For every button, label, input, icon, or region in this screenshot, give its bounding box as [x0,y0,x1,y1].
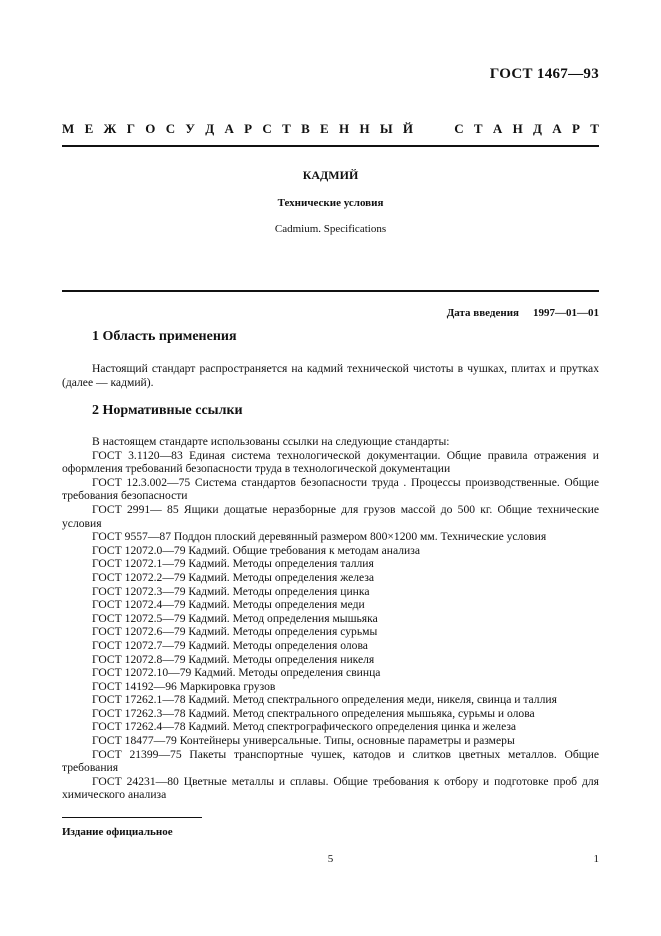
reference-item: ГОСТ 3.1120—83 Единая система технологической документации. Общие правила отражения и оформления требований безопасности труда в технологической документации [62,448,599,476]
banner-letter: С [454,121,464,136]
reference-item: ГОСТ 12072.1—79 Кадмий. Методы определения таллия [92,557,374,571]
reference-item: ГОСТ 12072.4—79 Кадмий. Методы определения меди [92,598,365,612]
reference-item: ГОСТ 18477—79 Контейнеры универсальные. Типы, основные параметры и размеры [92,734,515,748]
edition-label: Издание официальное [62,826,173,838]
section-1-heading: 1 Область применения [92,329,237,344]
banner-letter: Й [402,121,414,136]
middle-rule [62,290,599,292]
banner-letter: Р [571,121,580,136]
reference-item: ГОСТ 2991— 85 Ящики дощатые неразборные для грузов массой до 500 кг. Общие технические условия [62,502,599,530]
page-number-right: 1 [593,853,599,865]
banner-letter: Ы [379,121,393,136]
banner-letter: Ж [103,121,117,136]
banner-letter: В [301,121,310,136]
reference-item: ГОСТ 12072.8—79 Кадмий. Методы определения никеля [92,652,375,666]
banner-letter: Т [473,121,483,136]
english-title: Cadmium. Specifications [274,223,387,235]
banner-letter: А [492,121,503,136]
banner-letter: А [552,121,562,136]
references-list [62,435,599,802]
reference-item: ГОСТ 17262.3—78 Кадмий. Метод спектрального определения мышьяка, сурьмы и олова [92,706,535,720]
introduction-date-label: Дата введения [446,307,519,319]
reference-item: ГОСТ 21399—75 Пакеты транспортные чушек, катодов и слитков цветных металлов. Общие требования [62,747,599,775]
banner-letter: С [262,121,272,136]
reference-item: ГОСТ 12072.5—79 Кадмий. Метод определения мышьяка [92,611,378,625]
reference-item: ГОСТ 17262.1—78 Кадмий. Метод спектрального определения меди, никеля, свинца и таллия [92,693,557,707]
reference-item: ГОСТ 12072.3—79 Кадмий. Методы определения цинка [92,584,370,598]
reference-item: ГОСТ 12072.2—79 Кадмий. Методы определения железа [92,570,375,584]
banner-letter: Р [244,121,253,136]
document-subtitle: Технические условия [277,197,384,209]
banner-letter: А [224,121,234,136]
banner-letter: Т [590,121,599,136]
reference-item: ГОСТ 12072.10—79 Кадмий. Методы определения свинца [92,666,381,680]
reference-item: ГОСТ 17262.4—78 Кадмий. Метод спектрографического определения цинка и железа [92,720,517,734]
banner-letter: У [185,121,195,136]
banner-letter: С [165,121,176,136]
banner-letter: Д [205,121,215,136]
banner-letter: Н [359,121,370,136]
page-number-center: 5 [327,853,334,865]
banner-letter: Е [320,121,329,136]
reference-item: ГОСТ 24231—80 Цветные металлы и сплавы. Общие требования к отбору и подготовке проб для химического анализа [62,774,599,802]
top-rule [62,145,599,147]
introduction-date [447,307,599,319]
reference-item: ГОСТ 14192—96 Маркировка грузов [92,679,276,693]
introduction-date-value: 1997—01—01 [533,307,599,319]
reference-item: ГОСТ 12072.7—79 Кадмий. Методы определения олова [92,638,368,652]
footer-rule [62,817,202,818]
banner-letter: М [62,121,75,136]
banner-letter: Д [533,121,542,136]
reference-item: ГОСТ 12072.6—79 Кадмий. Методы определения сурьмы [92,625,378,639]
section-1-paragraph [62,362,599,389]
gost-number: ГОСТ 1467—93 [489,66,599,82]
reference-item: ГОСТ 12.3.002—75 Система стандартов безопасности труда . Процессы производственные. Общие требования безопасности [62,475,599,503]
banner-letter: Т [282,121,291,136]
references-intro: В настоящем стандарте использованы ссылки на следующие стандарты: [92,435,450,448]
banner-letter: Е [84,121,94,136]
document-title: КАДМИЙ [302,168,359,182]
banner-letter: Н [512,121,523,136]
reference-item: ГОСТ 12072.0—79 Кадмий. Общие требования к методам анализа [92,543,420,557]
banner-letter: Н [339,121,350,136]
interstate-standard-banner [62,121,599,137]
banner-letter: О [145,121,156,136]
banner-letter: Г [126,121,135,136]
reference-item: ГОСТ 9557—87 Поддон плоский деревянный размером 800×1200 мм. Технические условия [92,530,547,544]
section-2-heading: 2 Нормативные ссылки [92,403,243,418]
section-1-text: Настоящий стандарт распространяется на кадмий технической чистоты в чушках, плитах и прутках (далее — кадмий). [62,362,599,389]
